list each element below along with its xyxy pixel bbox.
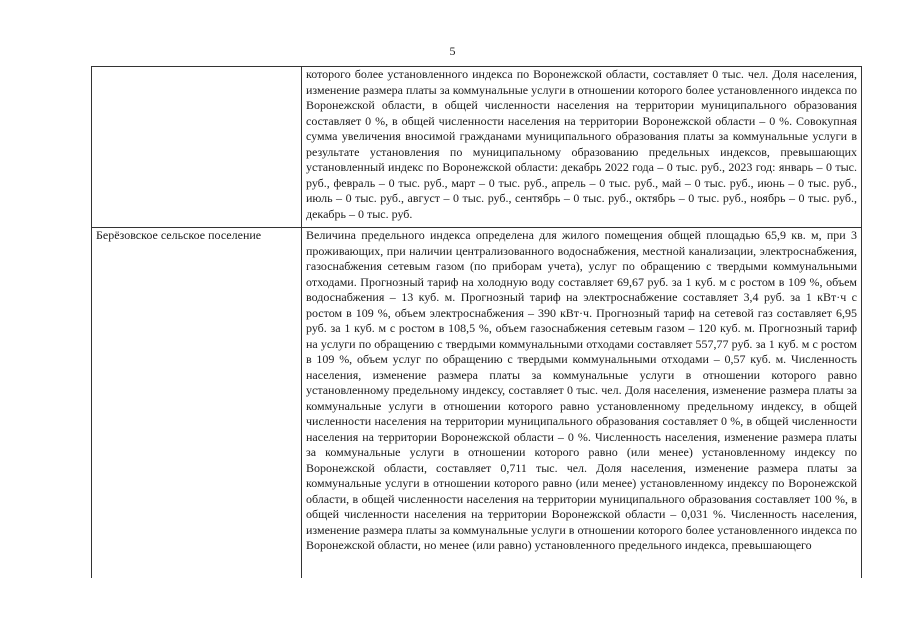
table-row <box>92 67 862 228</box>
table-row <box>92 228 862 579</box>
page-number: 5 <box>449 44 456 58</box>
document-table <box>91 66 862 578</box>
description-cell: которого более установленного индекса по Воронежской области, составляет 0 тыс. чел. Доля населения, изменение размера платы за коммунальные услуги в отношении которого более установленного индекса по Воронежской области, в общей численности населения на территории муниципального образования составляет 0 %, в общей численности населения на территории Воронежской области – 0 %. Совокупная сумма увеличения вносимой гражданами муниципального образования платы за коммунальные услуги в результате установления по муниципальному образованию предельных индексов, превышающих установленный индекс по Воронежской области: декабрь 2022 года – 0 тыс. руб., 2023 год: январь – 0 тыс. руб., февраль – 0 тыс. руб., март – 0 тыс. руб., апрель – 0 тыс. руб., май – 0 тыс. руб., июнь – 0 тыс. руб., июль – 0 тыс. руб., август – 0 тыс. руб., сентябрь – 0 тыс. руб., октябрь – 0 тыс. руб., ноябрь – 0 тыс. руб., декабрь – 0 тыс. руб. <box>302 67 862 228</box>
description-cell: Величина предельного индекса определена для жилого помещения общей площадью 65,9 кв. м, при 3 проживающих, при наличии централизованного водоснабжения, местной канализации, электроснабжения, газоснабжения сетевым газом (по приборам учета), услуг по обращению с твердыми коммунальными отходами. Прогнозный тариф на холодную воду составляет 69,67 руб. за 1 куб. м с ростом в 109 %, объем водоснабжения – 13 куб. м. Прогнозный тариф на электроснабжение составляет 3,4 руб. за 1 кВт·ч с ростом в 109 %, объем электроснабжения – 390 кВт·ч. Прогнозный тариф на сетевой газ составляет 6,95 руб. за 1 куб. м с ростом в 108,5 %, объем газоснабжения сетевым газом – 120 куб. м. Прогнозный тариф на услуги по обращению с твердыми коммунальными отходами составляет 557,77 руб. за 1 куб. м с ростом в 109 %, объем услуг по обращению с твердыми коммунальными отходами – 0,57 куб. м. Численность населения, изменение размера платы за коммунальные услуги в отношении которого равно установленному предельному индексу, составляет 0 тыс. чел. Доля населения, изменение размера платы за коммунальные услуги в отношении которого равно установленному предельному индексу, в общей численности населения на территории муниципального образования составляет 0 %, в общей численности населения на территории Воронежской области – 0 %. Численность населения, изменение размера платы за коммунальные услуги в отношении которого равно (или менее) установленному индексу по Воронежской области, составляет 0,711 тыс. чел. Доля населения, изменение размера платы за коммунальные услуги в отношении которого равно (или менее) установленному индексу по Воронежской области, в общей численности населения на территории муниципального образования составляет 100 %, в общей численности населения на территории Воронежской области – 0,031 %. Численность населения, изменение размера платы за коммунальные услуги в отношении которого более установленного индекса по Воронежской области, но менее (или равно) установленного предельного индекса, превышающего <box>302 228 862 579</box>
municipality-name-cell <box>92 67 302 228</box>
municipality-name-cell: Берёзовское сельское поселение <box>92 228 302 579</box>
